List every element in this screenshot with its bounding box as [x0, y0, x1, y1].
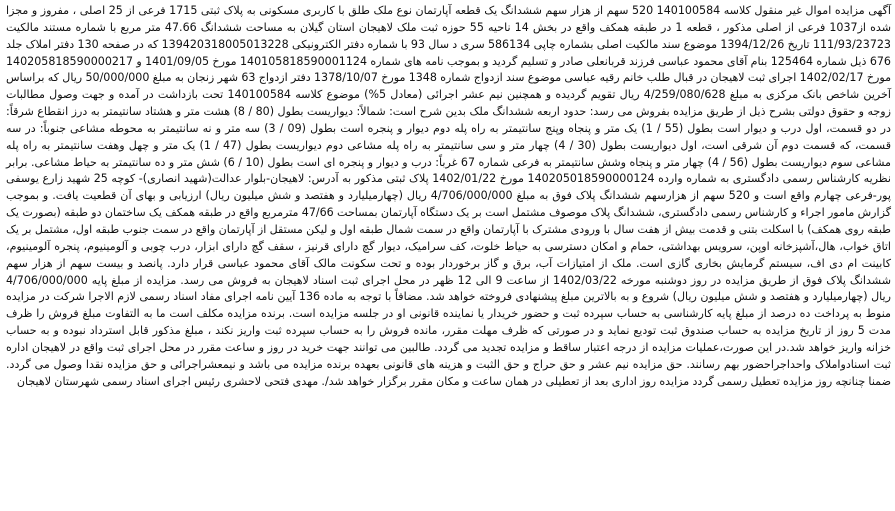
- notice-body-text: آگهی مزایده اموال غیر منقول کلاسه 140100584 520 سهم از هزار سهم ششدانگ یک قطعه آپارتمان نوع ملک طلق با کاربری مسکونی به پلاک ثبتی 1715 فرعی از 25 اصلی ، مفروز و مجزا شده از1037 فرعی از اصلی مذکور ، قطعه 1 در طبقه همکف واقع در بخش 14 ناحیه 55 حوزه ثبت ملک لاهیجان استان گیلان به مساحت ششدانگ 47.66 متر مربع با شماره مستند مالکیت 111/93/23723 تاریخ 1394/12/26 موضوع سند مالکیت اصلی بشماره چاپی 586134 سری د سال 93 با شماره دفتر الکترونیکی 139420318005013228 که در صفحه 130 دفتر املاک جلد 676 ذیل شماره 125464 بنام آقای محمود عباسی فرزند قربانعلی صادر و تسلیم گردید و بموجب نامه های شماره 140105818590001124 مورخ 1401/09/05 و 140205818590000217 مورخ 1402/02/17 اجرای ثبت لاهیجان در قبال طلب خانم رقیه عباسی موضوع سند ازدواج شماره 1348 مورخ 1378/10/07 دفتر ازدواج 63 شهر زنجان به مبلغ 50/000/000 ریال که براساس آخرین شاخص بانک مرکزی به مبلغ 4/259/080/628 ریال تقویم گردیده و همچنین نیم عشر اجرائی (معادل 5%) موضوع کلاسه 140100584 تحت بازداشت در آمده و جهت وصول مطالبات زوجه و حقوق دولتی بشرح ذیل از طریق مزایده بفروش می رسد: حدود اربعه ششدانگ ملک بدین شرح است: شمالاً: دیواریست بطول (80 / 8) هشت متر و هشتاد سانتیمتر به درز انقطاع شرقاً: در دو قسمت، اول درب و دیوار است بطول (55 / 1) یک متر و پنجاه وپنج سانتیمتر به راه پله دوم دیوار و پنجره است بطول (09 / 3) سه متر و نه سانتیمتر به محوطه مشاعی جنوباً: در سه قسمت، که قسمت دوم آن شرقی است، اول دیواریست بطول (30 / 4) چهار متر و سی سانتیمتر به راه پله مشاعی دوم دیواریست بطول (47 / 1) یک متر و چهل وهفت سانتیمتر به راه پله مشاعی سوم دیواریست بطول (56 / 4) چهار متر و پنجاه وشش سانتیمتر به فرعی شماره 67 غرباً: درب و دیوار و پنجره ای است بطول (10 / 6) شش متر و ده سانتیمتر به حیاط مشاعی. برابر نظریه کارشناس رسمی دادگستری به شماره وارده 140205018590000124 مورخ 1402/01/22 پلاک ثبتی مذکور به آدرس: لاهیجان-بلوار عدالت(شهید انصاری)- کوچه 25 شهید زارع یوسفی پور-فرعی چهارم واقع است و 520 سهم از هزارسهم ششدانگ پلاک فوق به مبلغ 4/706/000/000 ریال (چهارمیلیارد و هفتصد و شش میلیون ریال) ارزیابی و بهای آن قطعیت یافت. و بموجب گزارش مامور اجراء و کارشناس رسمی دادگستری، ششدانگ پلاک موصوف مشتمل است بر یک دستگاه آپارتمان بمساحت 47/66 مترمربع واقع در طبقه همکف یک ساختمان دو طبقه (بصورت یک طبقه روی همکف) با اسکلت بتنی و قدمت بیش از هفت سال با ورودی مشترک با آپارتمان واقع در سمت شمال طبقه اول و لیکن مستقل از آپارتمان واقع در سمت جنوب طبقه اول، مشتمل بر یک اتاق خواب، هال،آشپزخانه اوپن، سرویس بهداشتی، حمام و امکان دسترسی به حیاط خلوت، کف سرامیک، دیوار گچ دارای قرنیز ، سقف گچ دارای ابزار، درب چوبی و آلومینیوم، پنجره آلومینیوم، کابینت ام دی اف، سیستم گرمایش بخاری گازی است. ملک از امتیازات آب، برق و گاز برخوردار بوده و تحت سکونت مالک آقای محمود عباسی قرار دارد. پانصد و بیست سهم از هزار سهم ششدانگ پلاک فوق از طریق مزایده در روز دوشنبه مورخه 1402/03/22 از ساعت 9 الی 12 ظهر در محل اجرای ثبت اسناد لاهیجان به فروش می رسد. مزایده از مبلغ پایه 4/706/000/000 ریال (چهارمیلیارد و هفتصد و شش میلیون ریال) شروع و به بالاترین مبلغ پیشنهادی فروخته خواهد شد. مضافاً با توجه به ماده 136 آیین نامه اجرای مفاد اسناد رسمی لازم الاجرا شرکت در مزایده منوط به پرداخت ده درصد از مبلغ پایه کارشناسی به حساب سپرده ثبت و حضور خریدار یا نماینده قانونی او در جلسه مزایده است. برنده مزایده مکلف است ما به التفاوت مبلغ فروش را ظرف مدت 5 روز از تاریخ مزایده به حساب صندوق ثبت تودیع نماید و در صورتی که ظرف مهلت مقرر، مانده فروش را به حساب سپرده ثبت واریز نکند ، مبلغ مذکور قابل استرداد نبوده و به حساب خزانه واریز خواهد شد.در این صورت،عملیات مزایده از درجه اعتبار ساقط و مزایده تجدید می گردد. طالبین می توانند جهت خرید در روز و ساعت مقرر در محل اجرای ثبت واقع در لاهیجان اداره ثبت اسنادواملاک واحداجراحضور بهم رسانند. حق مزایده نیم عشر و حق حراج و حق الثبت و هزینه های قانونی بعهده برنده مزایده می باشد و نیمعشراجرائی و حق مزایده نقدا وصول می گردد. ضمنا چنانچه روز مزایده تعطیل رسمی گردد مزایده روز اداری بعد از تعطیلی در همان ساعت و مکان مقرر برگزار خواهد شد/. مهدی فتحی لاحشری رئیس اجرای اسناد رسمی شهرستان لاهیجان: [6, 4, 892, 388]
- auction-notice: [6, 3, 891, 390]
